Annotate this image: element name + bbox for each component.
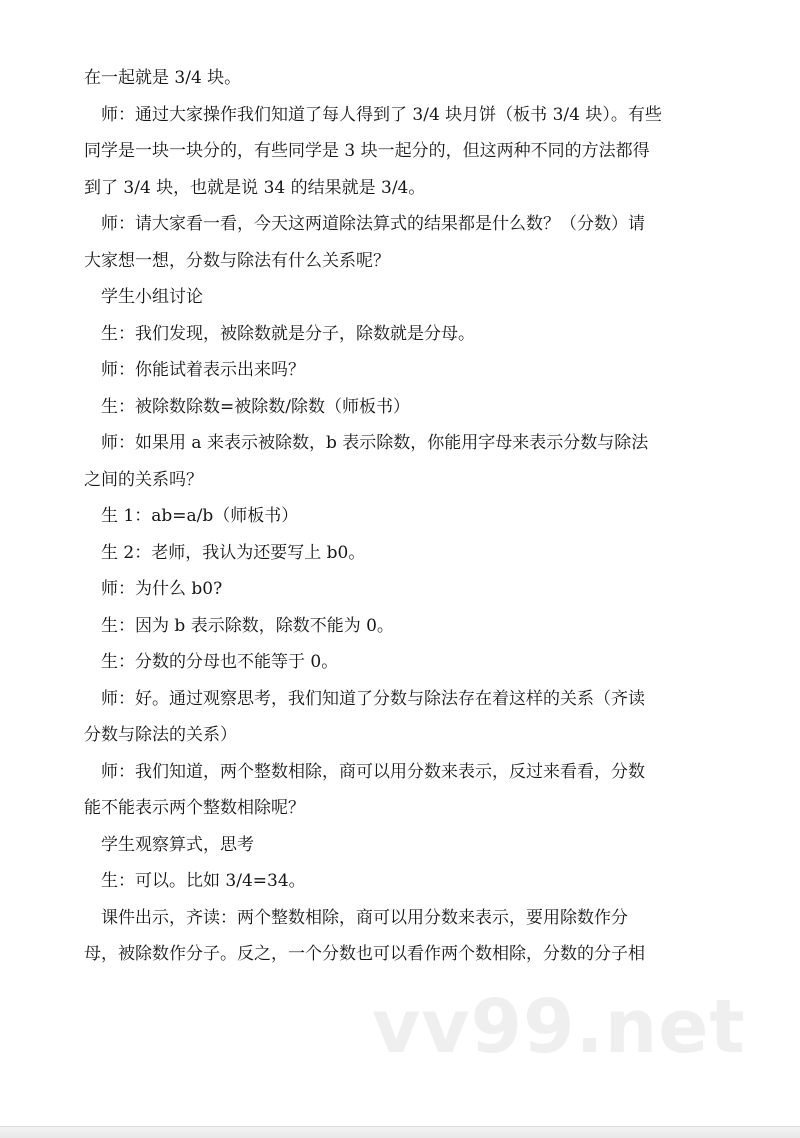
text-line: 之间的关系吗？ <box>84 469 203 490</box>
text-line: 同学是一块一块分的，有些同学是 3 块一起分的，但这两种不同的方法都得 <box>84 141 650 161</box>
paragraph <box>84 644 716 681</box>
text-line: 师：好。通过观察思考，我们知道了分数与除法存在着这样的关系（齐读 <box>101 688 645 709</box>
text-line: 课件出示，齐读：两个整数相除，商可以用分数来表示，要用除数作分 <box>101 907 628 928</box>
text-line: 生：分数的分母也不能等于 0。 <box>101 652 339 672</box>
text-line: 师：为什么 b0? <box>101 579 223 599</box>
text-line: 师：请大家看一看，今天这两道除法算式的结果都是什么数？（分数）请 <box>101 214 645 234</box>
text-line: 生：被除数除数=被除数/除数（师板书） <box>101 396 410 417</box>
paragraph <box>84 608 716 645</box>
text-line: 师：如果用 a 来表示被除数，b 表示除数，你能用字母来表示分数与除法 <box>101 433 649 453</box>
paragraph <box>84 206 716 279</box>
page-bottom-edge <box>0 1126 800 1138</box>
text-line: 师：通过大家操作我们知道了每人得到了 3/4 块月饼（板书 3/4 块）。有些 <box>101 104 662 125</box>
text-line: 生：我们发现，被除数就是分子，除数就是分母。 <box>101 323 475 344</box>
watermark: vv99.net <box>372 984 746 1070</box>
paragraph <box>84 863 716 900</box>
paragraph <box>84 352 716 389</box>
paragraph <box>84 827 716 864</box>
text-line: 生：可以。比如 3/4=34。 <box>101 871 306 891</box>
paragraph <box>84 681 716 754</box>
paragraph <box>84 97 716 207</box>
text-line: 在一起就是 3/4 块。 <box>84 68 242 88</box>
paragraph <box>84 571 716 608</box>
text-line: 能不能表示两个整数相除呢？ <box>84 798 305 818</box>
paragraph <box>84 535 716 572</box>
text-line: 学生观察算式，思考 <box>101 834 254 855</box>
paragraph <box>84 754 716 827</box>
text-line: 大家想一想，分数与除法有什么关系呢？ <box>84 250 390 271</box>
text-line: 师：你能试着表示出来吗？ <box>101 360 305 380</box>
paragraph <box>84 498 716 535</box>
paragraph <box>84 60 716 97</box>
paragraph <box>84 900 716 973</box>
text-line: 生 2：老师，我认为还要写上 b0。 <box>101 542 366 563</box>
text-line: 学生小组讨论 <box>101 287 203 307</box>
document-body <box>84 60 716 973</box>
paragraph <box>84 279 716 316</box>
text-line: 师：我们知道，两个整数相除，商可以用分数来表示，反过来看看，分数 <box>101 761 645 782</box>
paragraph <box>84 316 716 353</box>
text-line: 母，被除数作分子。反之，一个分数也可以看作两个数相除，分数的分子相 <box>84 944 645 964</box>
text-line: 到了 3/4 块，也就是说 34 的结果就是 3/4。 <box>84 177 426 198</box>
text-line: 生 1：ab=a/b（师板书） <box>101 506 299 526</box>
paragraph <box>84 389 716 426</box>
text-line: 生：因为 b 表示除数，除数不能为 0。 <box>101 615 394 636</box>
paragraph <box>84 425 716 498</box>
text-line: 分数与除法的关系） <box>84 725 237 745</box>
